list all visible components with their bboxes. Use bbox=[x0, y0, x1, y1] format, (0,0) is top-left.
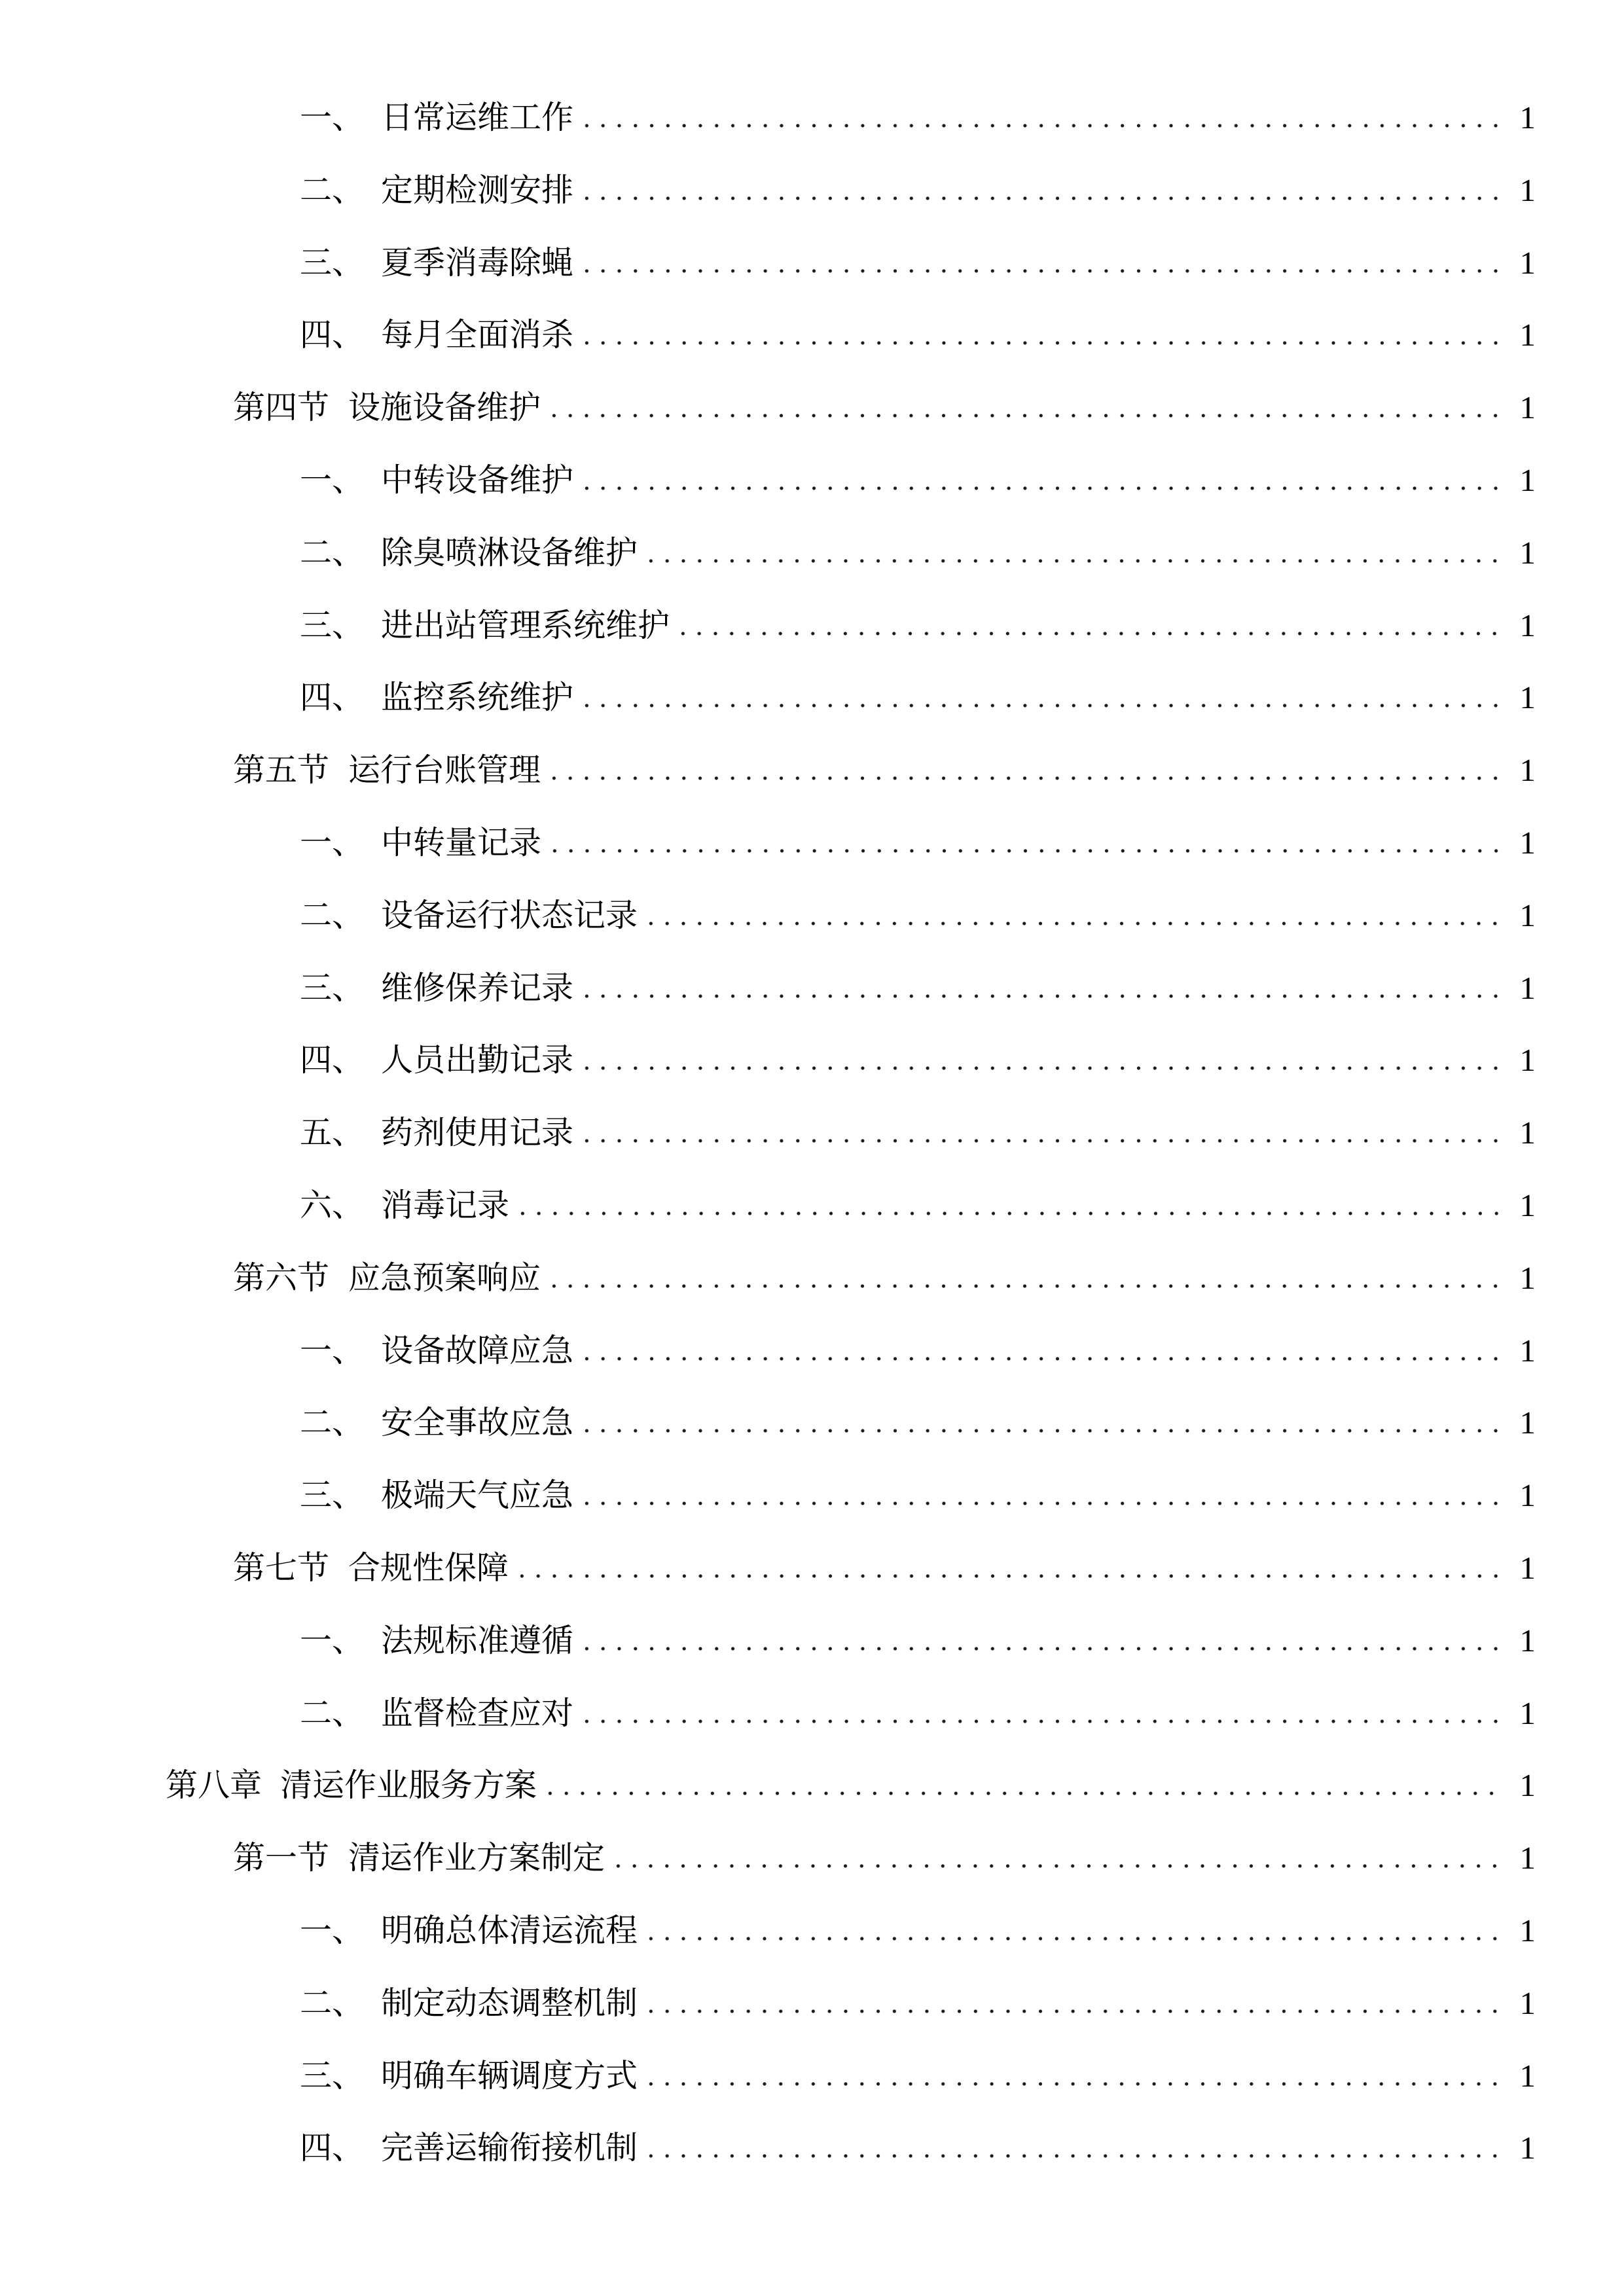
dot-leader bbox=[579, 1138, 1500, 1143]
toc-entry-section bbox=[0, 1242, 1624, 1315]
toc-page-number: 1 bbox=[1519, 1477, 1536, 1514]
toc-title: 中转量记录 bbox=[381, 823, 542, 861]
toc-title: 清运作业方案制定 bbox=[348, 1839, 605, 1877]
toc-number: 五、 bbox=[300, 1114, 365, 1152]
toc-entry-item bbox=[0, 880, 1624, 952]
dot-leader bbox=[579, 1428, 1500, 1433]
toc-entry-section bbox=[0, 734, 1624, 807]
toc-entry-item bbox=[0, 1024, 1624, 1097]
dot-leader bbox=[579, 123, 1500, 128]
dot-leader bbox=[579, 994, 1500, 999]
dot-leader bbox=[579, 486, 1500, 491]
toc-page-number: 1 bbox=[1519, 969, 1536, 1006]
toc-title: 监督检查应对 bbox=[381, 1694, 574, 1732]
toc-number: 四、 bbox=[300, 2129, 365, 2167]
toc-page-number: 1 bbox=[1519, 1767, 1536, 1804]
toc-title: 法规标准遵循 bbox=[381, 1621, 574, 1659]
toc-number: 三、 bbox=[300, 2056, 365, 2094]
toc-title: 药剂使用记录 bbox=[381, 1114, 574, 1152]
toc-entry-item bbox=[0, 952, 1624, 1025]
toc-entry-item bbox=[0, 1605, 1624, 1677]
toc-entry-item bbox=[0, 807, 1624, 880]
dot-leader bbox=[546, 1283, 1500, 1289]
toc-page-number: 1 bbox=[1519, 99, 1536, 135]
dot-leader bbox=[643, 2153, 1500, 2159]
toc-entry-item bbox=[0, 299, 1624, 372]
toc-page-number: 1 bbox=[1519, 244, 1536, 281]
toc-entry-item bbox=[0, 2040, 1624, 2113]
toc-entry-item bbox=[0, 444, 1624, 517]
toc-entry-item bbox=[0, 1460, 1624, 1532]
toc-number: 二、 bbox=[300, 896, 365, 934]
toc-number: 第五节 bbox=[233, 751, 330, 789]
toc-number: 二、 bbox=[300, 171, 365, 209]
toc-entry-chapter bbox=[0, 1749, 1624, 1822]
toc-number: 二、 bbox=[300, 1404, 365, 1442]
toc-number: 二、 bbox=[300, 533, 365, 571]
toc-title: 夏季消毒除蝇 bbox=[381, 243, 574, 281]
toc-title: 完善运输衔接机制 bbox=[381, 2129, 638, 2167]
dot-leader bbox=[579, 1646, 1500, 1651]
toc-title: 日常运维工作 bbox=[381, 99, 574, 136]
toc-title: 明确总体清运流程 bbox=[381, 1911, 638, 1949]
toc-entry-item bbox=[0, 662, 1624, 734]
dot-leader bbox=[643, 2081, 1500, 2087]
toc-title: 极端天气应急 bbox=[381, 1477, 574, 1515]
dot-leader bbox=[643, 558, 1500, 564]
dot-leader bbox=[579, 1356, 1500, 1361]
toc-page-number: 1 bbox=[1519, 1622, 1536, 1659]
toc-page-number: 1 bbox=[1519, 2130, 1536, 2166]
dot-leader bbox=[643, 1936, 1500, 1941]
toc-entry-item bbox=[0, 227, 1624, 300]
toc-number: 三、 bbox=[300, 606, 365, 644]
toc-page-number: 1 bbox=[1519, 607, 1536, 643]
toc-title: 设备运行状态记录 bbox=[381, 896, 638, 934]
dot-leader bbox=[579, 1066, 1500, 1071]
toc-title: 明确车辆调度方式 bbox=[381, 2056, 638, 2094]
toc-page-number: 1 bbox=[1519, 897, 1536, 933]
toc-page-number: 1 bbox=[1519, 1840, 1536, 1876]
toc-page-number: 1 bbox=[1519, 171, 1536, 208]
toc-entry-item bbox=[0, 1097, 1624, 1170]
toc-entry-item bbox=[0, 517, 1624, 590]
toc-title: 设备故障应急 bbox=[381, 1331, 574, 1369]
toc-title: 每月全面消杀 bbox=[381, 316, 574, 354]
toc-title: 设施设备维护 bbox=[348, 389, 541, 427]
toc-page-number: 1 bbox=[1519, 679, 1536, 716]
dot-leader bbox=[547, 848, 1500, 853]
toc-title: 定期检测安排 bbox=[381, 171, 574, 209]
dot-leader bbox=[542, 1791, 1500, 1796]
toc-number: 三、 bbox=[300, 243, 365, 281]
toc-number: 一、 bbox=[300, 823, 365, 861]
toc-number: 第一节 bbox=[233, 1839, 330, 1877]
toc-title: 除臭喷淋设备维护 bbox=[381, 533, 638, 571]
toc-entry-section bbox=[0, 372, 1624, 444]
toc-entry-item bbox=[0, 2112, 1624, 2185]
toc-entry-item bbox=[0, 1315, 1624, 1388]
dot-leader bbox=[579, 196, 1500, 201]
toc-page-number: 1 bbox=[1519, 1984, 1536, 2021]
dot-leader bbox=[514, 1573, 1500, 1579]
toc-title: 安全事故应急 bbox=[381, 1404, 574, 1442]
toc-page-number: 1 bbox=[1519, 1187, 1536, 1223]
toc-number: 第六节 bbox=[233, 1259, 330, 1297]
toc-page-number: 1 bbox=[1519, 1405, 1536, 1441]
toc-number: 一、 bbox=[300, 1621, 365, 1659]
toc-number: 六、 bbox=[300, 1186, 365, 1224]
toc-entry-item bbox=[0, 1170, 1624, 1242]
toc-number: 第七节 bbox=[233, 1549, 330, 1587]
toc-title: 维修保养记录 bbox=[381, 969, 574, 1007]
toc-title: 进出站管理系统维护 bbox=[381, 606, 670, 644]
toc-page-number: 1 bbox=[1519, 1332, 1536, 1369]
toc-page-number: 1 bbox=[1519, 824, 1536, 861]
toc-number: 三、 bbox=[300, 969, 365, 1007]
toc-entry-item bbox=[0, 1967, 1624, 2040]
dot-leader bbox=[610, 1863, 1500, 1869]
toc-number: 一、 bbox=[300, 99, 365, 136]
toc-entry-section bbox=[0, 1822, 1624, 1895]
toc-page-number: 1 bbox=[1519, 1259, 1536, 1296]
dot-leader bbox=[546, 413, 1500, 418]
dot-leader bbox=[643, 921, 1500, 926]
toc-title: 运行台账管理 bbox=[348, 751, 541, 789]
toc-number: 二、 bbox=[300, 1984, 365, 2022]
toc-page-number: 1 bbox=[1519, 1549, 1536, 1586]
toc-number: 一、 bbox=[300, 1911, 365, 1949]
toc-title: 人员出勤记录 bbox=[381, 1041, 574, 1079]
toc-number: 第八章 bbox=[166, 1767, 262, 1804]
toc-page-number: 1 bbox=[1519, 752, 1536, 789]
dot-leader bbox=[514, 1211, 1500, 1216]
toc-entry-item bbox=[0, 590, 1624, 662]
dot-leader bbox=[579, 1719, 1500, 1724]
dot-leader bbox=[579, 340, 1500, 346]
dot-leader bbox=[546, 776, 1500, 781]
toc-page-number: 1 bbox=[1519, 389, 1536, 426]
dot-leader bbox=[643, 2009, 1500, 2014]
toc-page-number: 1 bbox=[1519, 1912, 1536, 1948]
toc-entry-item bbox=[0, 154, 1624, 227]
dot-leader bbox=[579, 268, 1500, 274]
toc-title: 合规性保障 bbox=[348, 1549, 509, 1587]
toc-page-number: 1 bbox=[1519, 1042, 1536, 1079]
dot-leader bbox=[675, 631, 1500, 636]
toc-title: 应急预案响应 bbox=[348, 1259, 541, 1297]
toc-number: 一、 bbox=[300, 461, 365, 499]
toc-title: 消毒记录 bbox=[381, 1186, 510, 1224]
table-of-contents bbox=[0, 82, 1624, 2185]
toc-page-number: 1 bbox=[1519, 1115, 1536, 1151]
toc-title: 制定动态调整机制 bbox=[381, 1984, 638, 2022]
toc-page-number: 1 bbox=[1519, 1695, 1536, 1731]
toc-title: 监控系统维护 bbox=[381, 679, 574, 717]
toc-number: 四、 bbox=[300, 1041, 365, 1079]
toc-number: 二、 bbox=[300, 1694, 365, 1732]
toc-page-number: 1 bbox=[1519, 534, 1536, 571]
toc-number: 四、 bbox=[300, 316, 365, 354]
toc-page-number: 1 bbox=[1519, 461, 1536, 498]
dot-leader bbox=[579, 1501, 1500, 1506]
toc-page-number: 1 bbox=[1519, 317, 1536, 353]
toc-number: 第四节 bbox=[233, 389, 330, 427]
toc-entry-item bbox=[0, 1387, 1624, 1460]
toc-number: 一、 bbox=[300, 1331, 365, 1369]
toc-title: 清运作业服务方案 bbox=[280, 1767, 537, 1804]
toc-number: 四、 bbox=[300, 679, 365, 717]
dot-leader bbox=[579, 703, 1500, 708]
toc-entry-item bbox=[0, 1677, 1624, 1750]
toc-title: 中转设备维护 bbox=[381, 461, 574, 499]
toc-entry-section bbox=[0, 1532, 1624, 1605]
toc-page-number: 1 bbox=[1519, 2057, 1536, 2094]
toc-entry-item bbox=[0, 1895, 1624, 1967]
toc-number: 三、 bbox=[300, 1477, 365, 1515]
toc-entry-item bbox=[0, 82, 1624, 154]
